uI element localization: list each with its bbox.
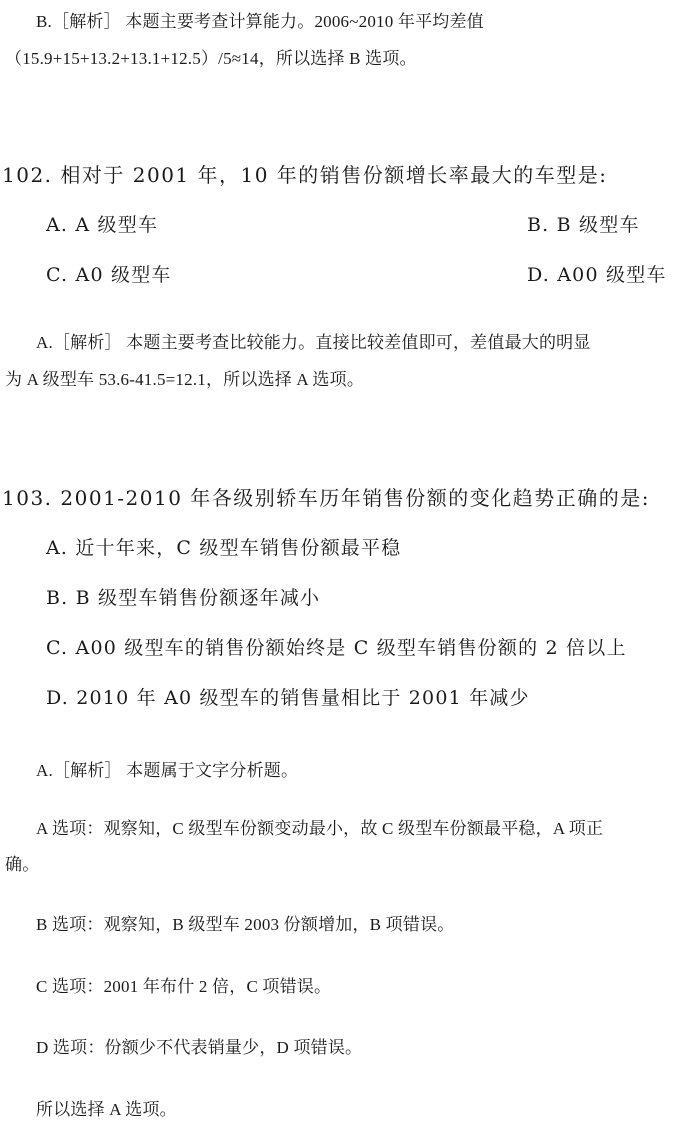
question-103-option-c: C. A00 级型车的销售份额始终是 C 级型车销售份额的 2 倍以上 [46, 637, 627, 659]
answer-101-line-2: （15.9+15+13.2+13.1+12.5）/5≈14，所以选择 B 选项。 [5, 49, 417, 68]
question-103-option-a: A. 近十年来，C 级型车销售份额最平稳 [46, 537, 402, 559]
answer-101-line-1: B.［解析］ 本题主要考查计算能力。2006~2010 年平均差值 [36, 12, 484, 31]
question-102-option-b: B. B 级型车 [527, 214, 640, 236]
answer-103-conclusion: 所以选择 A 选项。 [36, 1100, 177, 1119]
answer-103-option-c: C 选项：2001 年布什 2 倍，C 项错误。 [36, 977, 332, 996]
answer-102-line-1: A.［解析］ 本题主要考查比较能力。直接比较差值即可，差值最大的明显 [36, 333, 591, 352]
answer-103-option-b: B 选项：观察知，B 级型车 2003 份额增加，B 项错误。 [36, 915, 455, 934]
question-103-stem: 103. 2001-2010 年各级别轿车历年销售份额的变化趋势正确的是: [2, 486, 651, 510]
question-103-option-d: D. 2010 年 A0 级型车的销售量相比于 2001 年减少 [46, 687, 530, 709]
question-103-option-b: B. B 级型车销售份额逐年减小 [46, 587, 321, 609]
answer-103-option-d: D 选项：份额少不代表销量少，D 项错误。 [36, 1038, 363, 1057]
answer-103-option-a-line-2: 确。 [5, 855, 40, 874]
question-102-option-c: C. A0 级型车 [46, 264, 172, 286]
answer-102-line-2: 为 A 级型车 53.6-41.5=12.1，所以选择 A 选项。 [5, 370, 365, 389]
answer-103-head: A.［解析］ 本题属于文字分析题。 [36, 761, 299, 780]
question-102-stem: 102. 相对于 2001 年，10 年的销售份额增长率最大的车型是: [2, 163, 608, 187]
answer-103-option-a-line-1: A 选项：观察知，C 级型车份额变动最小，故 C 级型车份额最平稳，A 项正 [36, 819, 604, 838]
question-102-option-a: A. A 级型车 [46, 214, 159, 236]
question-102-option-d: D. A00 级型车 [527, 264, 667, 286]
